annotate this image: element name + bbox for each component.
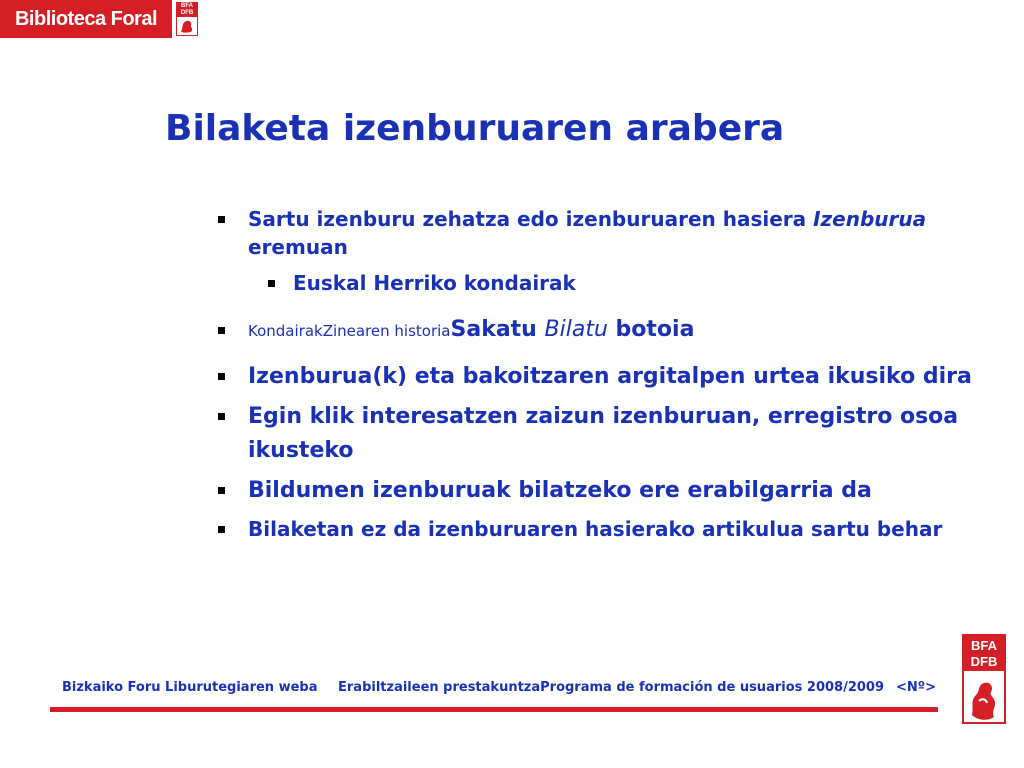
footer-left-text: Bizkaiko Foru Liburutegiaren weba (62, 680, 318, 695)
bullet-square-icon (218, 216, 225, 223)
bfa-dfb-logo-icon (962, 634, 1006, 724)
bullet-text: Sartu izenburu zehatza edo izenburuaren hasiera (248, 207, 814, 231)
bullet-text: Sakatu (450, 317, 545, 342)
footer-middle-text: Erabiltzaileen prestakuntzaPrograma de formación de usuarios 2008/2009 (338, 680, 885, 695)
bullet-item (218, 474, 978, 508)
bullet-square-icon (218, 413, 225, 420)
logo-emblem-icon (964, 671, 1004, 725)
bullet-item (218, 205, 978, 261)
bullet-text: Egin klik interesatzen zaizun izenburuan, erregistro osoa ikusteko (248, 404, 959, 463)
bullet-text-tail: botoia (607, 317, 695, 342)
bullet-square-icon (218, 487, 225, 494)
small-logo-text-bottom: DFB (177, 10, 197, 17)
sub-bullet-item (268, 269, 978, 297)
brand-logo (0, 0, 172, 38)
bullet-text: Bilaketan ez da izenburuaren hasierako artikulua sartu behar (248, 517, 943, 541)
bullet-text: Bildumen izenburuak bilatzeko ere erabilgarria da (248, 478, 872, 503)
footer-divider (50, 707, 938, 712)
slide-title: Bilaketa izenburuaren arabera (165, 108, 785, 149)
bullet-square-icon (218, 526, 225, 533)
logo-text-top: BFA (964, 636, 1004, 655)
bullet-item (218, 514, 978, 544)
small-logo-text-top: BFA (177, 3, 197, 10)
bullet-text-tail: eremuan (248, 235, 348, 259)
logo-text-bottom: DFB (964, 655, 1004, 671)
bullet-list (218, 205, 978, 544)
bullet-item (218, 400, 978, 468)
bullet-square-icon (268, 280, 275, 287)
bullet-item (218, 360, 978, 394)
bullet-emphasis: Bilatu (544, 317, 608, 342)
brand-name: Biblioteca Foral (14, 7, 158, 30)
bullet-item (218, 315, 978, 346)
sub-bullet-text: Euskal Herriko kondairak (293, 271, 576, 295)
bullet-square-icon (218, 373, 225, 380)
footer (62, 680, 942, 700)
bullet-small-text: KondairakZinearen historia (248, 322, 451, 340)
bullet-text: Izenburua(k) eta bakoitzaren argitalpen urtea ikusiko dira (248, 364, 972, 389)
bullet-emphasis: Izenburua (813, 207, 927, 231)
small-logo-emblem-icon (177, 17, 197, 35)
slide-number: <Nº> (896, 680, 936, 695)
bfa-dfb-small-logo-icon (176, 2, 198, 36)
bullet-square-icon (218, 327, 225, 334)
